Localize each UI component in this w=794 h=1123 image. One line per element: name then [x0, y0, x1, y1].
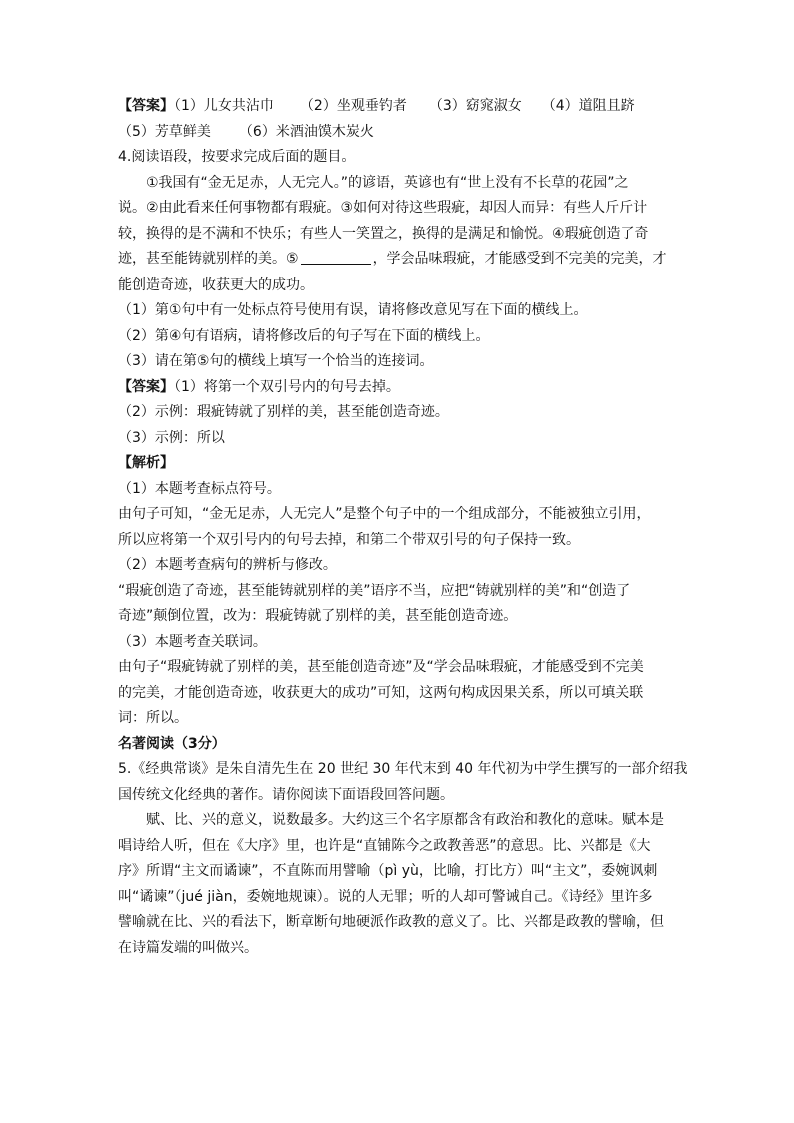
answer-line-2 [118, 120, 678, 146]
answer-line: （3）示例：所以 [118, 429, 225, 446]
passage-line: 譬喻就在比、兴的看法下，断章断句地硬派作政教的意义了。比、兴都是政教的譬喻，但 [118, 914, 664, 930]
answer-item: （2）坐观垂钓者 [299, 98, 407, 114]
analysis-tag: 【解析】 [118, 455, 174, 471]
analysis-line: （3）本题考查关联词。 [118, 633, 267, 650]
answer-item: （4）道阻且跻 [541, 98, 635, 114]
passage-line: 说。②由此看来任何事物都有瑕疵。③如何对待这些瑕疵，却因人而异：有些人斤斤计 [118, 200, 648, 216]
answer-line-1 [118, 94, 678, 120]
analysis-line: 词：所以。 [118, 710, 188, 726]
passage-text: 迹，甚至能铸就别样的美。⑤ [118, 251, 299, 267]
sub-question: （1）第①句中有一处标点符号使用有误，请将修改意见写在下面的横线上。 [118, 302, 588, 318]
section-title: 名著阅读（3分） [118, 735, 226, 752]
answer-line [118, 375, 678, 401]
analysis-line: “瑕疵创造了奇迹，甚至能铸就别样的美”语序不当，应把“铸就别样的美”和“创造了 [118, 582, 631, 599]
analysis-line: 由句子“瑕疵铸就了别样的美，甚至能创造奇迹”及“学会品味瑕疵，才能感受到不完美 [118, 659, 644, 675]
question-intro: 国传统文化经典的著作。请你阅读下面语段回答问题。 [118, 786, 454, 803]
sub-question: （3）请在第⑤句的横线上填写一个恰当的连接词。 [118, 353, 434, 369]
sub-question: （2）第④句有语病，请将修改后的句子写在下面的横线上。 [118, 327, 490, 344]
question-intro: 5.《经典常谈》是朱自清先生在 20 世纪 30 年代末到 40 年代初为中学生撰写的一部介绍我 [118, 761, 688, 777]
passage-line [118, 247, 678, 273]
analysis-line: 奇迹”颠倒位置，改为：瑕疵铸就了别样的美，甚至能创造奇迹。 [118, 608, 518, 624]
analysis-line: （1）本题考查标点符号。 [118, 480, 281, 497]
analysis-line: 由句子可知，“金无足赤，人无完人”是整个句子中的一个组成部分，不能被独立引用， [118, 506, 651, 522]
passage-line: 赋、比、兴的意义，说数最多。大约这三个名字原都含有政治和教化的意味。赋本是 [146, 812, 664, 828]
answer-item: （6）米酒油馍木炭火 [238, 123, 374, 140]
analysis-line: 的完美，才能创造奇迹，收获更大的成功”可知，这两句构成因果关系，所以可填关联 [118, 684, 644, 701]
answer-text: （1）将第一个双引号内的句号去掉。 [174, 378, 400, 395]
analysis-line: 所以应将第一个双引号内的句号去掉，和第二个带双引号的句子保持一致。 [118, 531, 580, 548]
answer-tag: 【答案】 [118, 378, 174, 395]
answer-item: （5）芳草鲜美 [118, 123, 211, 140]
document-page [118, 94, 688, 961]
answer-tag: 【答案】 [118, 98, 174, 114]
passage-line: 较，换得的是不满和不快乐；有些人一笑置之，换得的是满足和愉悦。④瑕疵创造了奇 [118, 225, 649, 242]
passage-line: 唱诗给人听，但在《大序》里，也许是“直铺陈今之政教善恶”的意思。比、兴都是《大 [118, 837, 651, 854]
answer-item: （1）儿女共沾巾 [174, 98, 274, 114]
analysis-line: （2）本题考查病句的辨析与修改。 [118, 557, 337, 573]
passage-line: 叫“谲谏”（jué jiàn，委婉地规谏）。说的人无罪；听的人却可警诫自己。《诗经》里许多 [118, 888, 653, 905]
fill-blank[interactable] [301, 248, 371, 265]
passage-line: 在诗篇发端的叫做兴。 [118, 939, 258, 956]
passage-text: ，学会品味瑕疵，才能感受到不完美的完美，才 [372, 251, 667, 267]
answer-item: （3）窈窕淑女 [428, 98, 522, 114]
passage-line: 能创造奇迹，收获更大的成功。 [118, 276, 314, 293]
answer-line: （2）示例：瑕疵铸就了别样的美，甚至能创造奇迹。 [118, 404, 449, 420]
passage-line: 序》所谓“主文而谲谏”，不直陈而用譬喻（pì yù，比喻，打比方）叫“主文”，委婉讽刺 [118, 863, 658, 879]
passage-line: ①我国有“金无足赤，人无完人。”的谚语，英谚也有“世上没有不长草的花园”之 [146, 174, 629, 191]
question-title: 4.阅读语段，按要求完成后面的题目。 [118, 149, 356, 165]
